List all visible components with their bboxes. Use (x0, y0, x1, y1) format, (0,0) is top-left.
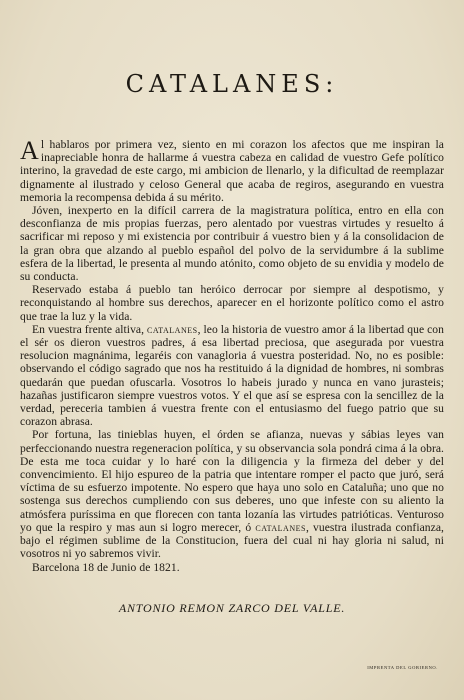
paragraph-3: Reservado estaba á pueblo tan heróico derrocar por siempre al despotismo, y reconquistando al hombre sus derechos, aparecer en el horizonte político como el astro que trae la luz y la vida. (20, 283, 444, 323)
paragraph-1-text: l hablaros por primera vez, siento en mi corazon los afectos que me inspiran la inapreciable honra de hallarme á vuestra cabeza en calidad de vuestro Gefe político interino, la gravedad de este cargo, mi ambicion de llenarlo, y la dificultad de reemplazar dignamente al ilustrado y celoso General que acaba de regiros, asegurando en vuestra memoria la recompensa debida á su mérito. (20, 138, 444, 204)
paragraph-1 (20, 138, 444, 204)
drop-cap: A (20, 136, 39, 165)
document-body (20, 138, 444, 574)
document-title: CATALANES: (125, 70, 339, 99)
printer-imprint: IMPRENTA DEL GOBIERNO. (367, 665, 438, 670)
date-line: Barcelona 18 de Junio de 1821. (32, 560, 180, 574)
signature: ANTONIO REMON ZARCO DEL VALLE. (118, 601, 346, 615)
paragraph-5: Por fortuna, las tinieblas huyen, el órden se afianza, nuevas y sábias leyes van perfeccionando nuestra regeneracion política, y su observancia sola pondrá cima á la obra. De esta me toca cuidar y lo haré con la diligencia y la firmeza del deber y del convencimiento. El hijo espureo de la patria que intentare romper el pacto que juró, será víctima de su esfuerzo impotente. No espero que haya uno solo en Cataluña; uno que no sostenga sus derechos cumpliendo con sus deberes, uno que infeste con su aliento la atmósfera puríssima en que florecen con tanta lozanía las virtudes patrióticas. Venturoso yo que la respiro y mas aun si logro merecer, ó catalanes, vuestra ilustrada confianza, bajo el régimen sublime de la Constitucion, fuera del cual ni hay gloria ni salud, ni vosotros ni yo sabremos vivir. (20, 428, 444, 561)
paragraph-4: En vuestra frente altiva, catalanes, leo la historia de vuestro amor á la libertad que con el sér os dieron vuestros padres, á esa libertad preciosa, que asegurada por vuestra resolucion magnánima, legaréis con vanagloria á vuestra posteridad. No, no es posible: observando el código sagrado que nos ha restituido á la dignidad de hombres, ni sombras quedarán que puedan ofuscarla. Vosotros lo habeis jurado y nunca en vano jurasteis; hazañas justificaron siempre vuestros votos. Y el que así se espresa con la sencillez de la verdad, pereceria tambien á vuestra frente con el entusiasmo del fuego patrio que su corazon abrasa. (20, 322, 444, 429)
paragraph-2: Jóven, inexperto en la difícil carrera de la magistratura política, entro en ella con desconfianza de mis propias fuerzas, pero alentado por vuestras virtudes y resuelto á sacrificar mi reposo y mi existencia por contribuir á vuestro bien y á la consolidacion de la gran obra que alzando al pueblo español del polvo de la servidumbre á la sublime esfera de la libertad, le presenta al mundo atónito, como objeto de su envidia y modelo de su conducta. (20, 204, 444, 284)
